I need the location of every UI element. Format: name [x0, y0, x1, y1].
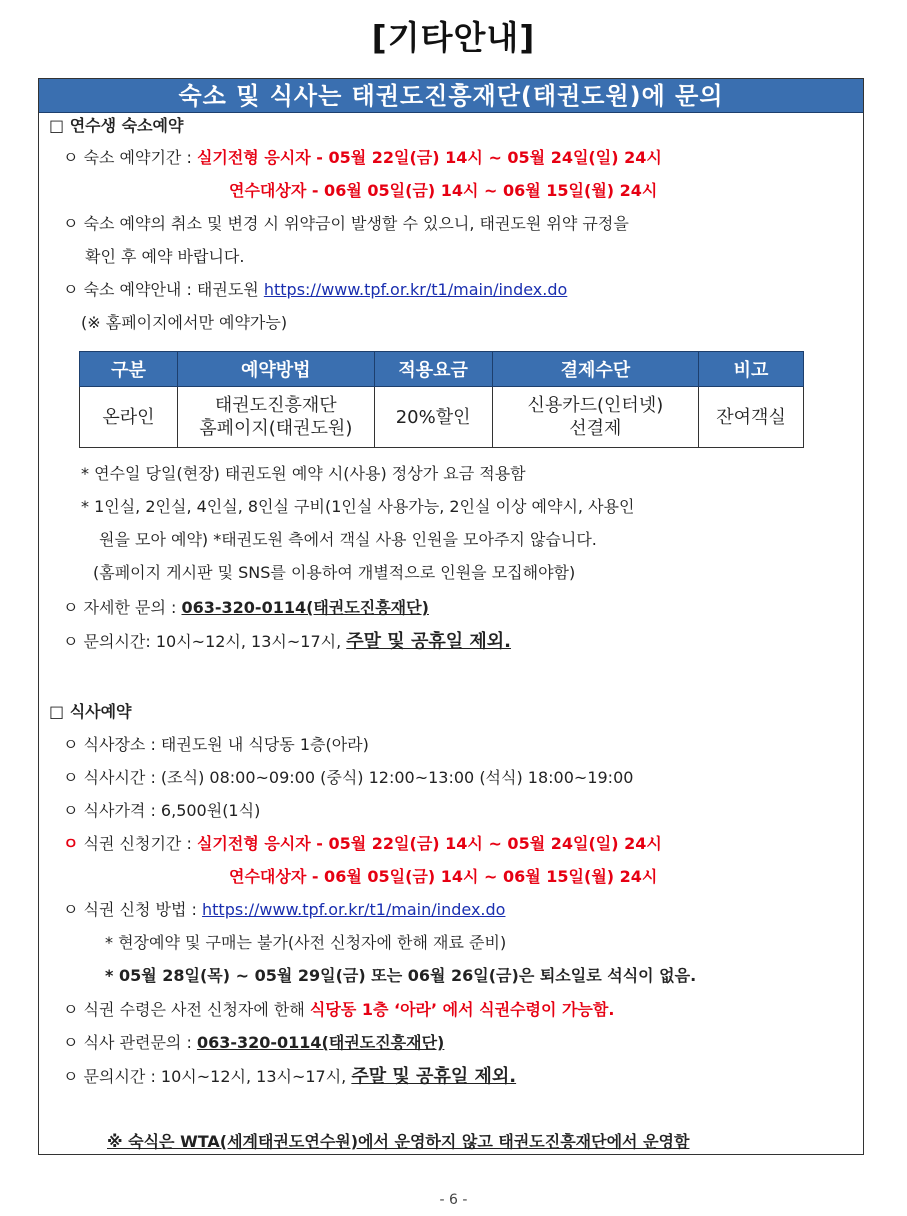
lodging-cancel-1: ㅇ 숙소 예약의 취소 및 변경 시 위약금이 발생할 수 있으니, 태권도원 위약 규정을: [63, 214, 629, 233]
meal-onsite-note: * 현장예약 및 구매는 불가(사전 신청자에 한해 재료 준비): [105, 933, 507, 952]
meal-method-link[interactable]: https://www.tpf.or.kr/t1/main/index.do: [202, 900, 506, 919]
lodging-note-3: 원을 모아 예약) *태권도원 측에서 객실 사용 인원을 모아주지 않습니다.: [99, 530, 597, 549]
table-header-row: [80, 352, 804, 387]
table-header: 비고: [699, 352, 804, 387]
meal-method: [63, 899, 505, 921]
meal-hours: [63, 1066, 516, 1088]
page-title: [기타안내]: [371, 18, 536, 57]
meal-period: [63, 833, 662, 855]
meal-method-label: ㅇ 식권 신청 방법 :: [63, 900, 203, 919]
method-line-2: 홈페이지(태권도원): [199, 418, 353, 439]
info-box: [38, 78, 864, 1155]
meal-price: ㅇ 식사가격 : 6,500원(1식): [63, 801, 261, 820]
table-row: [80, 387, 804, 448]
table-cell-payment: [492, 387, 699, 448]
table-cell-rate: 20%할인: [374, 387, 492, 448]
meal-pickup-value: 식당동 1층 ‘아라’ 에서 식권수령이 가능함.: [309, 1000, 615, 1019]
table-header: 구분: [80, 352, 178, 387]
lodging-cancel-2: 확인 후 예약 바랍니다.: [85, 247, 245, 266]
meal-period-bullet: ㅇ: [63, 834, 79, 853]
reservation-table: [79, 351, 804, 448]
table-header: 결제수단: [492, 352, 699, 387]
table-cell-type: 온라인: [80, 387, 178, 448]
page-number: - 6 -: [439, 1192, 468, 1208]
table-header: 예약방법: [177, 352, 374, 387]
lodging-guide: [63, 279, 567, 301]
lodging-guide-note: (※ 홈페이지에서만 예약가능): [81, 313, 288, 332]
lodging-hours-label: ㅇ 문의시간: 10시~12시, 13시~17시,: [63, 632, 347, 651]
meal-no-dinner: * 05월 28일(목) ~ 05월 29일(금) 또는 06월 26일(금)은 퇴소일로 석식이 없음.: [105, 966, 697, 985]
lodging-period-2: 연수대상자 - 06월 05일(금) 14시 ~ 06월 15일(월) 24시: [229, 181, 658, 200]
meal-pickup: [63, 999, 614, 1021]
method-line-1: 태권도진흥재단: [214, 395, 337, 416]
meal-place: ㅇ 식사장소 : 태권도원 내 식당동 1층(아라): [63, 735, 369, 754]
meal-hours-label: ㅇ 문의시간 : 10시~12시, 13시~17시,: [63, 1067, 352, 1086]
lodging-period: [63, 147, 662, 169]
lodging-contact-label: ㅇ 자세한 문의 :: [63, 598, 182, 617]
lodging-hours-value: 주말 및 공휴일 제외.: [346, 631, 512, 652]
meal-period-label: 식권 신청기간 :: [78, 834, 197, 853]
payment-line-1: 신용카드(인터넷): [527, 395, 664, 416]
lodging-heading: □ 연수생 숙소예약: [49, 116, 184, 135]
lodging-guide-label: ㅇ 숙소 예약안내 : 태권도원: [63, 280, 264, 299]
meal-pickup-label: ㅇ 식권 수령은 사전 신청자에 한해: [63, 1000, 310, 1019]
banner: 숙소 및 식사는 태권도진흥재단(태권도원)에 문의: [39, 79, 863, 113]
lodging-note-2: * 1인실, 2인실, 4인실, 8인실 구비(1인실 사용가능, 2인실 이상 예약시, 사용인: [81, 497, 635, 516]
lodging-period-1: 실기전형 응시자 - 05월 22일(금) 14시 ~ 05월 24일(일) 24시: [196, 148, 662, 167]
meal-contact: [63, 1032, 444, 1054]
payment-line-2: 선결제: [569, 418, 622, 439]
meal-period-2: 연수대상자 - 06월 05일(금) 14시 ~ 06월 15일(월) 24시: [229, 867, 658, 886]
footer-note: ※ 숙식은 WTA(세계태권도연수원)에서 운영하지 않고 태권도진흥재단에서 운영함: [107, 1132, 690, 1151]
meal-time: ㅇ 식사시간 : (조식) 08:00~09:00 (중식) 12:00~13:00 (석식) 18:00~19:00: [63, 768, 634, 787]
meal-hours-value: 주말 및 공휴일 제외.: [351, 1066, 517, 1087]
meal-heading: □ 식사예약: [49, 702, 132, 721]
meal-contact-value: 063-320-0114(태권도진흥재단): [196, 1033, 445, 1052]
lodging-hours: [63, 631, 511, 653]
table-cell-note: 잔여객실: [699, 387, 804, 448]
lodging-guide-link[interactable]: https://www.tpf.or.kr/t1/main/index.do: [263, 280, 568, 299]
meal-period-1: 실기전형 응시자 - 05월 22일(금) 14시 ~ 05월 24일(일) 24시: [196, 834, 662, 853]
lodging-period-label: ㅇ 숙소 예약기간 :: [63, 148, 197, 167]
lodging-note-4: (홈페이지 게시판 및 SNS를 이용하여 개별적으로 인원을 모집해야함): [93, 563, 576, 582]
table-header: 적용요금: [374, 352, 492, 387]
lodging-note-1: * 연수일 당일(현장) 태권도원 예약 시(사용) 정상가 요금 적용함: [81, 464, 526, 483]
lodging-contact: [63, 597, 429, 619]
table-cell-method: [177, 387, 374, 448]
meal-contact-label: ㅇ 식사 관련문의 :: [63, 1033, 197, 1052]
lodging-contact-value: 063-320-0114(태권도진흥재단): [181, 598, 429, 617]
